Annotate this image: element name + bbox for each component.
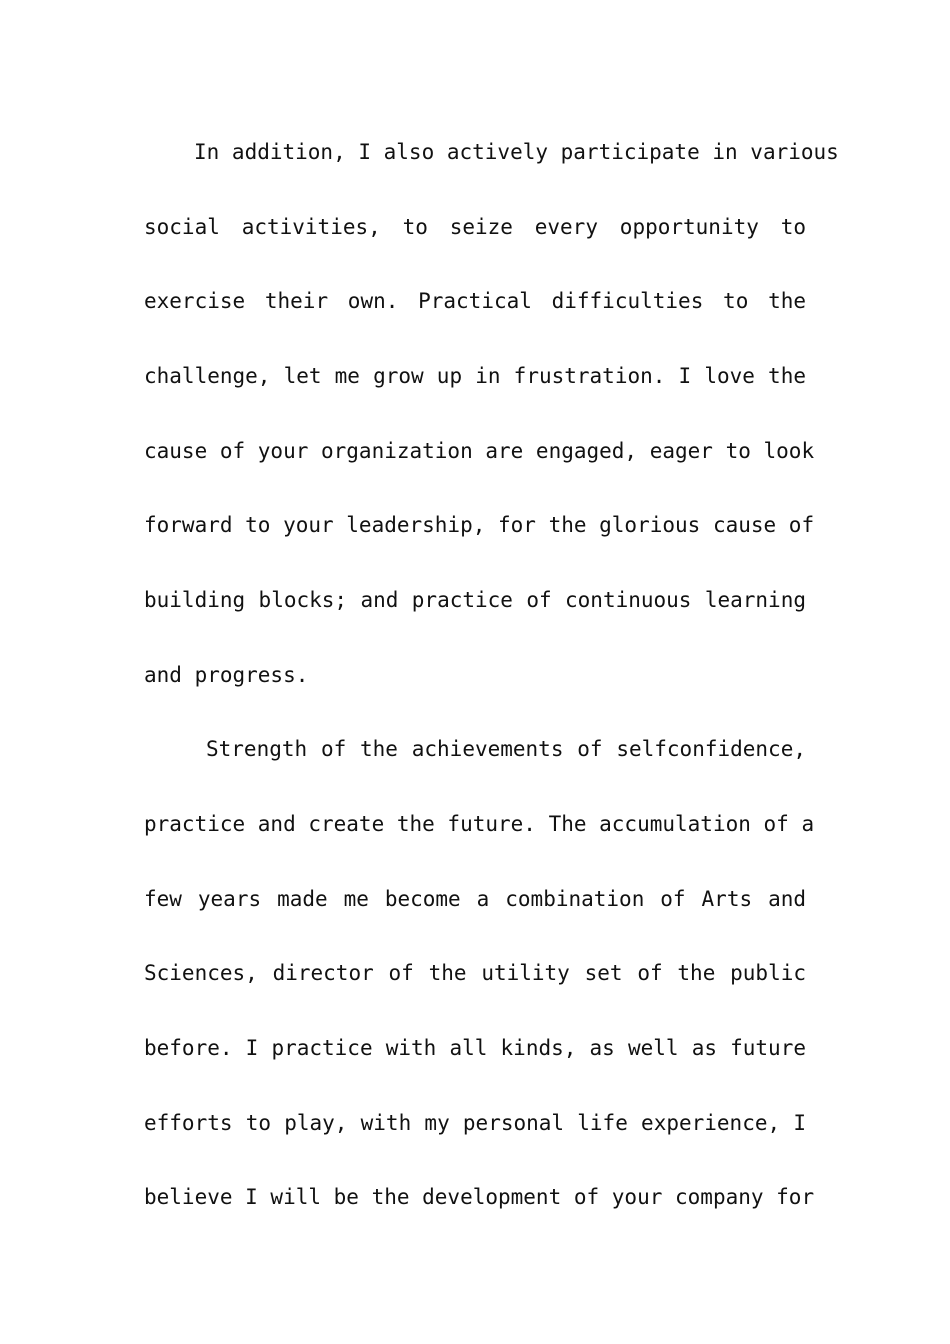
- text-line: Strength of the achievements of selfconfidence,: [206, 737, 806, 761]
- text-line: practice and create the future. The accumulation of a: [144, 812, 815, 836]
- text-line: In addition, I also actively participate in various: [194, 140, 839, 164]
- text-line: building blocks; and practice of continuous learning: [144, 588, 806, 612]
- text-line: believe I will be the development of your company for: [144, 1185, 815, 1209]
- text-line: social activities, to seize every opportunity to: [144, 215, 806, 239]
- text-line: few years made me become a combination of Arts and: [144, 887, 806, 911]
- text-line: cause of your organization are engaged, eager to look: [144, 439, 815, 463]
- text-line: Sciences, director of the utility set of the public: [144, 961, 806, 985]
- text-line: exercise their own. Practical difficulties to the: [144, 289, 806, 313]
- text-line: and progress.: [144, 663, 309, 687]
- text-line: before. I practice with all kinds, as well as future: [144, 1036, 806, 1060]
- text-line: efforts to play, with my personal life experience, I: [144, 1111, 806, 1135]
- text-line: challenge, let me grow up in frustration. I love the: [144, 364, 806, 388]
- text-line: forward to your leadership, for the glorious cause of: [144, 513, 815, 537]
